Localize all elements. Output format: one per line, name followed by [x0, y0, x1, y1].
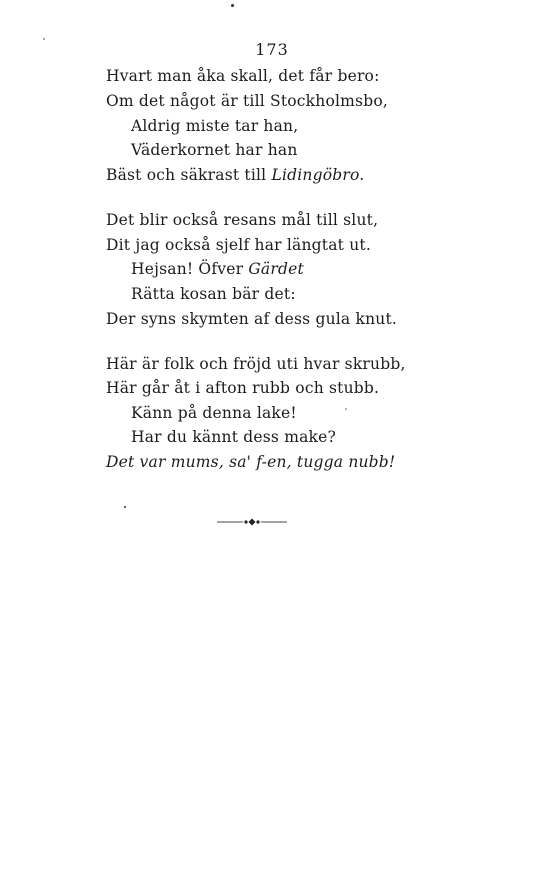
- poem-line: Här är folk och fröjd uti hvar skrubb,: [106, 355, 406, 373]
- vignette-ornament-icon: [217, 517, 287, 527]
- poem-line: Känn på denna lake!: [131, 404, 297, 422]
- poem-line: Aldrig miste tar han,: [131, 117, 299, 135]
- poem-line-text: Hejsan! Öfver: [131, 260, 249, 278]
- poem-line-italic: [106, 452, 395, 472]
- poem-line: Om det något är till Stockholmsbo,: [106, 92, 388, 110]
- poem-line: [131, 259, 304, 279]
- page-number: 173: [255, 40, 289, 59]
- paper-speck: [345, 408, 347, 410]
- poem-line: Rätta kosan bär det:: [131, 285, 296, 303]
- paper-speck: [231, 4, 234, 7]
- poem-line: Väderkornet har han: [131, 141, 298, 159]
- poem-line: Hvart man åka skall, det får bero:: [106, 67, 380, 85]
- closing-line-italic: Det var mums, sa' f-en, tugga nubb!: [106, 453, 396, 471]
- poem-line: Har du kännt dess make?: [131, 428, 337, 446]
- place-name-italic: Lidingöbro.: [271, 166, 365, 184]
- place-name-italic: Gärdet: [248, 260, 304, 278]
- paper-speck: [43, 38, 45, 40]
- poem-line: Här går åt i afton rubb och stubb.: [106, 379, 380, 397]
- poem-line: Dit jag också sjelf har längtat ut.: [106, 236, 371, 254]
- poem-line-text: Bäst och säkrast till: [106, 166, 272, 184]
- poem-line: Der syns skymten af dess gula knut.: [106, 310, 398, 328]
- poem-line: [106, 165, 364, 185]
- poem-line: Det blir också resans mål till slut,: [106, 211, 379, 229]
- paper-speck: [124, 506, 126, 508]
